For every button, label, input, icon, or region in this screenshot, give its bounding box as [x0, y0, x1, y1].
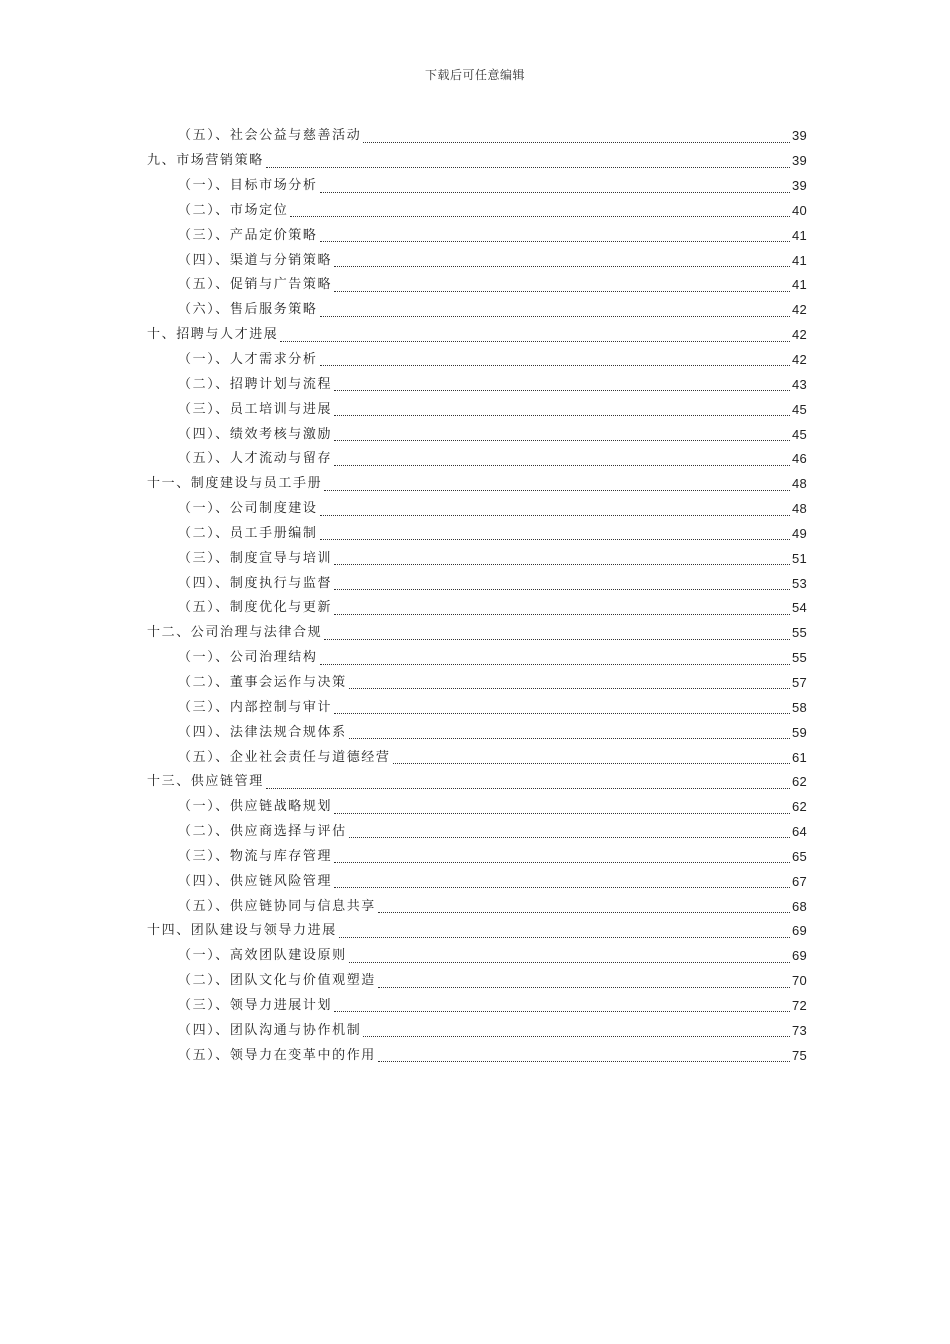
toc-page-number: 54 — [791, 600, 807, 616]
toc-dot-leader — [324, 490, 790, 491]
toc-section-entry[interactable] — [147, 447, 807, 472]
toc-page-number: 64 — [791, 824, 807, 840]
toc-page-number: 46 — [791, 451, 807, 467]
toc-page-number: 75 — [791, 1047, 807, 1063]
toc-dot-leader — [320, 515, 790, 516]
toc-page-number: 65 — [791, 848, 807, 864]
toc-entry-title: 十二、公司治理与法律合规 — [147, 625, 323, 641]
toc-section-entry[interactable] — [147, 248, 807, 273]
toc-section-entry[interactable] — [147, 546, 807, 571]
toc-dot-leader — [349, 962, 790, 963]
toc-page-number: 41 — [791, 252, 807, 268]
toc-entry-title: （三）、内部控制与审计 — [178, 699, 333, 715]
toc-dot-leader — [339, 937, 790, 938]
toc-dot-leader — [363, 142, 790, 143]
toc-page-number: 70 — [791, 973, 807, 989]
toc-chapter-entry[interactable] — [147, 770, 807, 795]
toc-section-entry[interactable] — [147, 646, 807, 671]
toc-dot-leader — [334, 614, 790, 615]
toc-dot-leader — [334, 813, 790, 814]
toc-dot-leader — [320, 316, 790, 317]
toc-section-entry[interactable] — [147, 571, 807, 596]
toc-section-entry[interactable] — [147, 820, 807, 845]
toc-dot-leader — [320, 539, 790, 540]
toc-entry-title: （六）、售后服务策略 — [178, 302, 318, 318]
toc-dot-leader — [334, 862, 790, 863]
toc-page-number: 42 — [791, 302, 807, 318]
toc-dot-leader — [378, 987, 790, 988]
toc-page-number: 73 — [791, 1022, 807, 1038]
toc-dot-leader — [334, 291, 790, 292]
toc-entry-title: （三）、领导力进展计划 — [178, 997, 333, 1013]
toc-dot-leader — [266, 167, 790, 168]
toc-section-entry[interactable] — [147, 994, 807, 1019]
toc-section-entry[interactable] — [147, 522, 807, 547]
toc-entry-title: （一）、公司治理结构 — [178, 650, 318, 666]
toc-page-number: 48 — [791, 476, 807, 492]
toc-page-number: 69 — [791, 923, 807, 939]
toc-dot-leader — [334, 589, 790, 590]
toc-section-entry[interactable] — [147, 199, 807, 224]
toc-page-number: 55 — [791, 625, 807, 641]
toc-dot-leader — [334, 887, 790, 888]
toc-dot-leader — [320, 664, 790, 665]
toc-page-number: 39 — [791, 153, 807, 169]
toc-page-number: 41 — [791, 227, 807, 243]
toc-entry-title: 十一、制度建设与员工手册 — [147, 476, 323, 492]
toc-chapter-entry[interactable] — [147, 323, 807, 348]
toc-dot-leader — [349, 837, 790, 838]
toc-section-entry[interactable] — [147, 894, 807, 919]
toc-dot-leader — [393, 763, 790, 764]
toc-section-entry[interactable] — [147, 348, 807, 373]
table-of-contents — [147, 124, 807, 1068]
toc-section-entry[interactable] — [147, 745, 807, 770]
toc-dot-leader — [349, 738, 790, 739]
toc-dot-leader — [334, 465, 790, 466]
toc-entry-title: （二）、供应商选择与评估 — [178, 824, 347, 840]
toc-entry-title: （二）、市场定位 — [178, 202, 289, 218]
toc-section-entry[interactable] — [147, 671, 807, 696]
toc-page-number: 69 — [791, 948, 807, 964]
toc-section-entry[interactable] — [147, 273, 807, 298]
toc-dot-leader — [266, 788, 790, 789]
toc-page-number: 42 — [791, 352, 807, 368]
toc-entry-title: （一）、高效团队建设原则 — [178, 948, 347, 964]
toc-dot-leader — [349, 688, 790, 689]
toc-section-entry[interactable] — [147, 596, 807, 621]
toc-entry-title: 十四、团队建设与领导力进展 — [147, 923, 337, 939]
toc-dot-leader — [334, 564, 790, 565]
toc-chapter-entry[interactable] — [147, 472, 807, 497]
toc-dot-leader — [334, 713, 790, 714]
toc-chapter-entry[interactable] — [147, 149, 807, 174]
toc-section-entry[interactable] — [147, 298, 807, 323]
toc-entry-title: （三）、产品定价策略 — [178, 227, 318, 243]
toc-section-entry[interactable] — [147, 869, 807, 894]
toc-entry-title: （四）、制度执行与监督 — [178, 575, 333, 591]
page-header: 下载后可任意编辑 — [424, 68, 525, 82]
toc-page-number: 39 — [791, 128, 807, 144]
toc-dot-leader — [363, 1036, 790, 1037]
toc-entry-title: 九、市场营销策略 — [147, 153, 264, 169]
toc-page-number: 42 — [791, 327, 807, 343]
toc-entry-title: （四）、渠道与分销策略 — [178, 252, 333, 268]
toc-dot-leader — [290, 216, 790, 217]
toc-dot-leader — [320, 365, 790, 366]
toc-entry-title: （四）、供应链风险管理 — [178, 873, 333, 889]
toc-entry-title: （四）、法律法规合规体系 — [178, 724, 347, 740]
toc-page-number: 57 — [791, 674, 807, 690]
toc-dot-leader — [324, 639, 790, 640]
toc-entry-title: （四）、团队沟通与协作机制 — [178, 1022, 362, 1038]
toc-entry-title: （三）、物流与库存管理 — [178, 848, 333, 864]
toc-dot-leader — [378, 1061, 790, 1062]
toc-section-entry[interactable] — [147, 174, 807, 199]
toc-entry-title: （二）、招聘计划与流程 — [178, 376, 333, 392]
toc-dot-leader — [334, 440, 790, 441]
toc-section-entry[interactable] — [147, 497, 807, 522]
toc-page-number: 39 — [791, 178, 807, 194]
toc-section-entry[interactable] — [147, 844, 807, 869]
toc-page-number: 43 — [791, 376, 807, 392]
toc-page-number: 72 — [791, 997, 807, 1013]
toc-section-entry[interactable] — [147, 1043, 807, 1068]
toc-page-number: 62 — [791, 774, 807, 790]
toc-section-entry[interactable] — [147, 422, 807, 447]
toc-entry-title: （五）、社会公益与慈善活动 — [178, 128, 362, 144]
toc-entry-title: （五）、企业社会责任与道德经营 — [178, 749, 391, 765]
toc-page-number: 48 — [791, 501, 807, 517]
toc-page-number: 59 — [791, 724, 807, 740]
toc-dot-leader — [280, 341, 790, 342]
toc-section-entry[interactable] — [147, 124, 807, 149]
toc-chapter-entry[interactable] — [147, 919, 807, 944]
toc-page-number: 68 — [791, 898, 807, 914]
toc-section-entry[interactable] — [147, 795, 807, 820]
toc-entry-title: （三）、制度宣导与培训 — [178, 550, 333, 566]
toc-entry-title: （一）、公司制度建设 — [178, 501, 318, 517]
toc-entry-title: （一）、目标市场分析 — [178, 178, 318, 194]
toc-dot-leader — [334, 1011, 790, 1012]
toc-section-entry[interactable] — [147, 372, 807, 397]
toc-dot-leader — [320, 192, 790, 193]
toc-entry-title: （一）、人才需求分析 — [178, 352, 318, 368]
toc-page-number: 61 — [791, 749, 807, 765]
toc-section-entry[interactable] — [147, 944, 807, 969]
toc-dot-leader — [334, 415, 790, 416]
toc-section-entry[interactable] — [147, 223, 807, 248]
toc-page-number: 45 — [791, 426, 807, 442]
toc-section-entry[interactable] — [147, 397, 807, 422]
toc-page-number: 62 — [791, 799, 807, 815]
toc-entry-title: （二）、团队文化与价值观塑造 — [178, 973, 376, 989]
toc-dot-leader — [320, 241, 790, 242]
toc-page-number: 41 — [791, 277, 807, 293]
toc-page-number: 40 — [791, 202, 807, 218]
toc-page-number: 51 — [791, 550, 807, 566]
toc-page-number: 67 — [791, 873, 807, 889]
toc-page-number: 58 — [791, 699, 807, 715]
toc-dot-leader — [334, 266, 790, 267]
toc-page-number: 53 — [791, 575, 807, 591]
toc-entry-title: （五）、供应链协同与信息共享 — [178, 898, 376, 914]
toc-dot-leader — [334, 390, 790, 391]
toc-section-entry[interactable] — [147, 695, 807, 720]
toc-entry-title: （二）、董事会运作与决策 — [178, 674, 347, 690]
toc-entry-title: （五）、制度优化与更新 — [178, 600, 333, 616]
toc-entry-title: （二）、员工手册编制 — [178, 525, 318, 541]
toc-entry-title: （五）、人才流动与留存 — [178, 451, 333, 467]
toc-section-entry[interactable] — [147, 720, 807, 745]
toc-entry-title: （五）、领导力在变革中的作用 — [178, 1047, 376, 1063]
toc-section-entry[interactable] — [147, 969, 807, 994]
toc-entry-title: （一）、供应链战略规划 — [178, 799, 333, 815]
toc-section-entry[interactable] — [147, 1018, 807, 1043]
toc-entry-title: （三）、员工培训与进展 — [178, 401, 333, 417]
toc-chapter-entry[interactable] — [147, 621, 807, 646]
toc-entry-title: （五）、促销与广告策略 — [178, 277, 333, 293]
toc-dot-leader — [378, 912, 790, 913]
toc-page-number: 49 — [791, 525, 807, 541]
toc-page-number: 55 — [791, 650, 807, 666]
toc-entry-title: 十、招聘与人才进展 — [147, 327, 279, 343]
toc-page-number: 45 — [791, 401, 807, 417]
toc-entry-title: 十三、供应链管理 — [147, 774, 264, 790]
toc-entry-title: （四）、绩效考核与激励 — [178, 426, 333, 442]
